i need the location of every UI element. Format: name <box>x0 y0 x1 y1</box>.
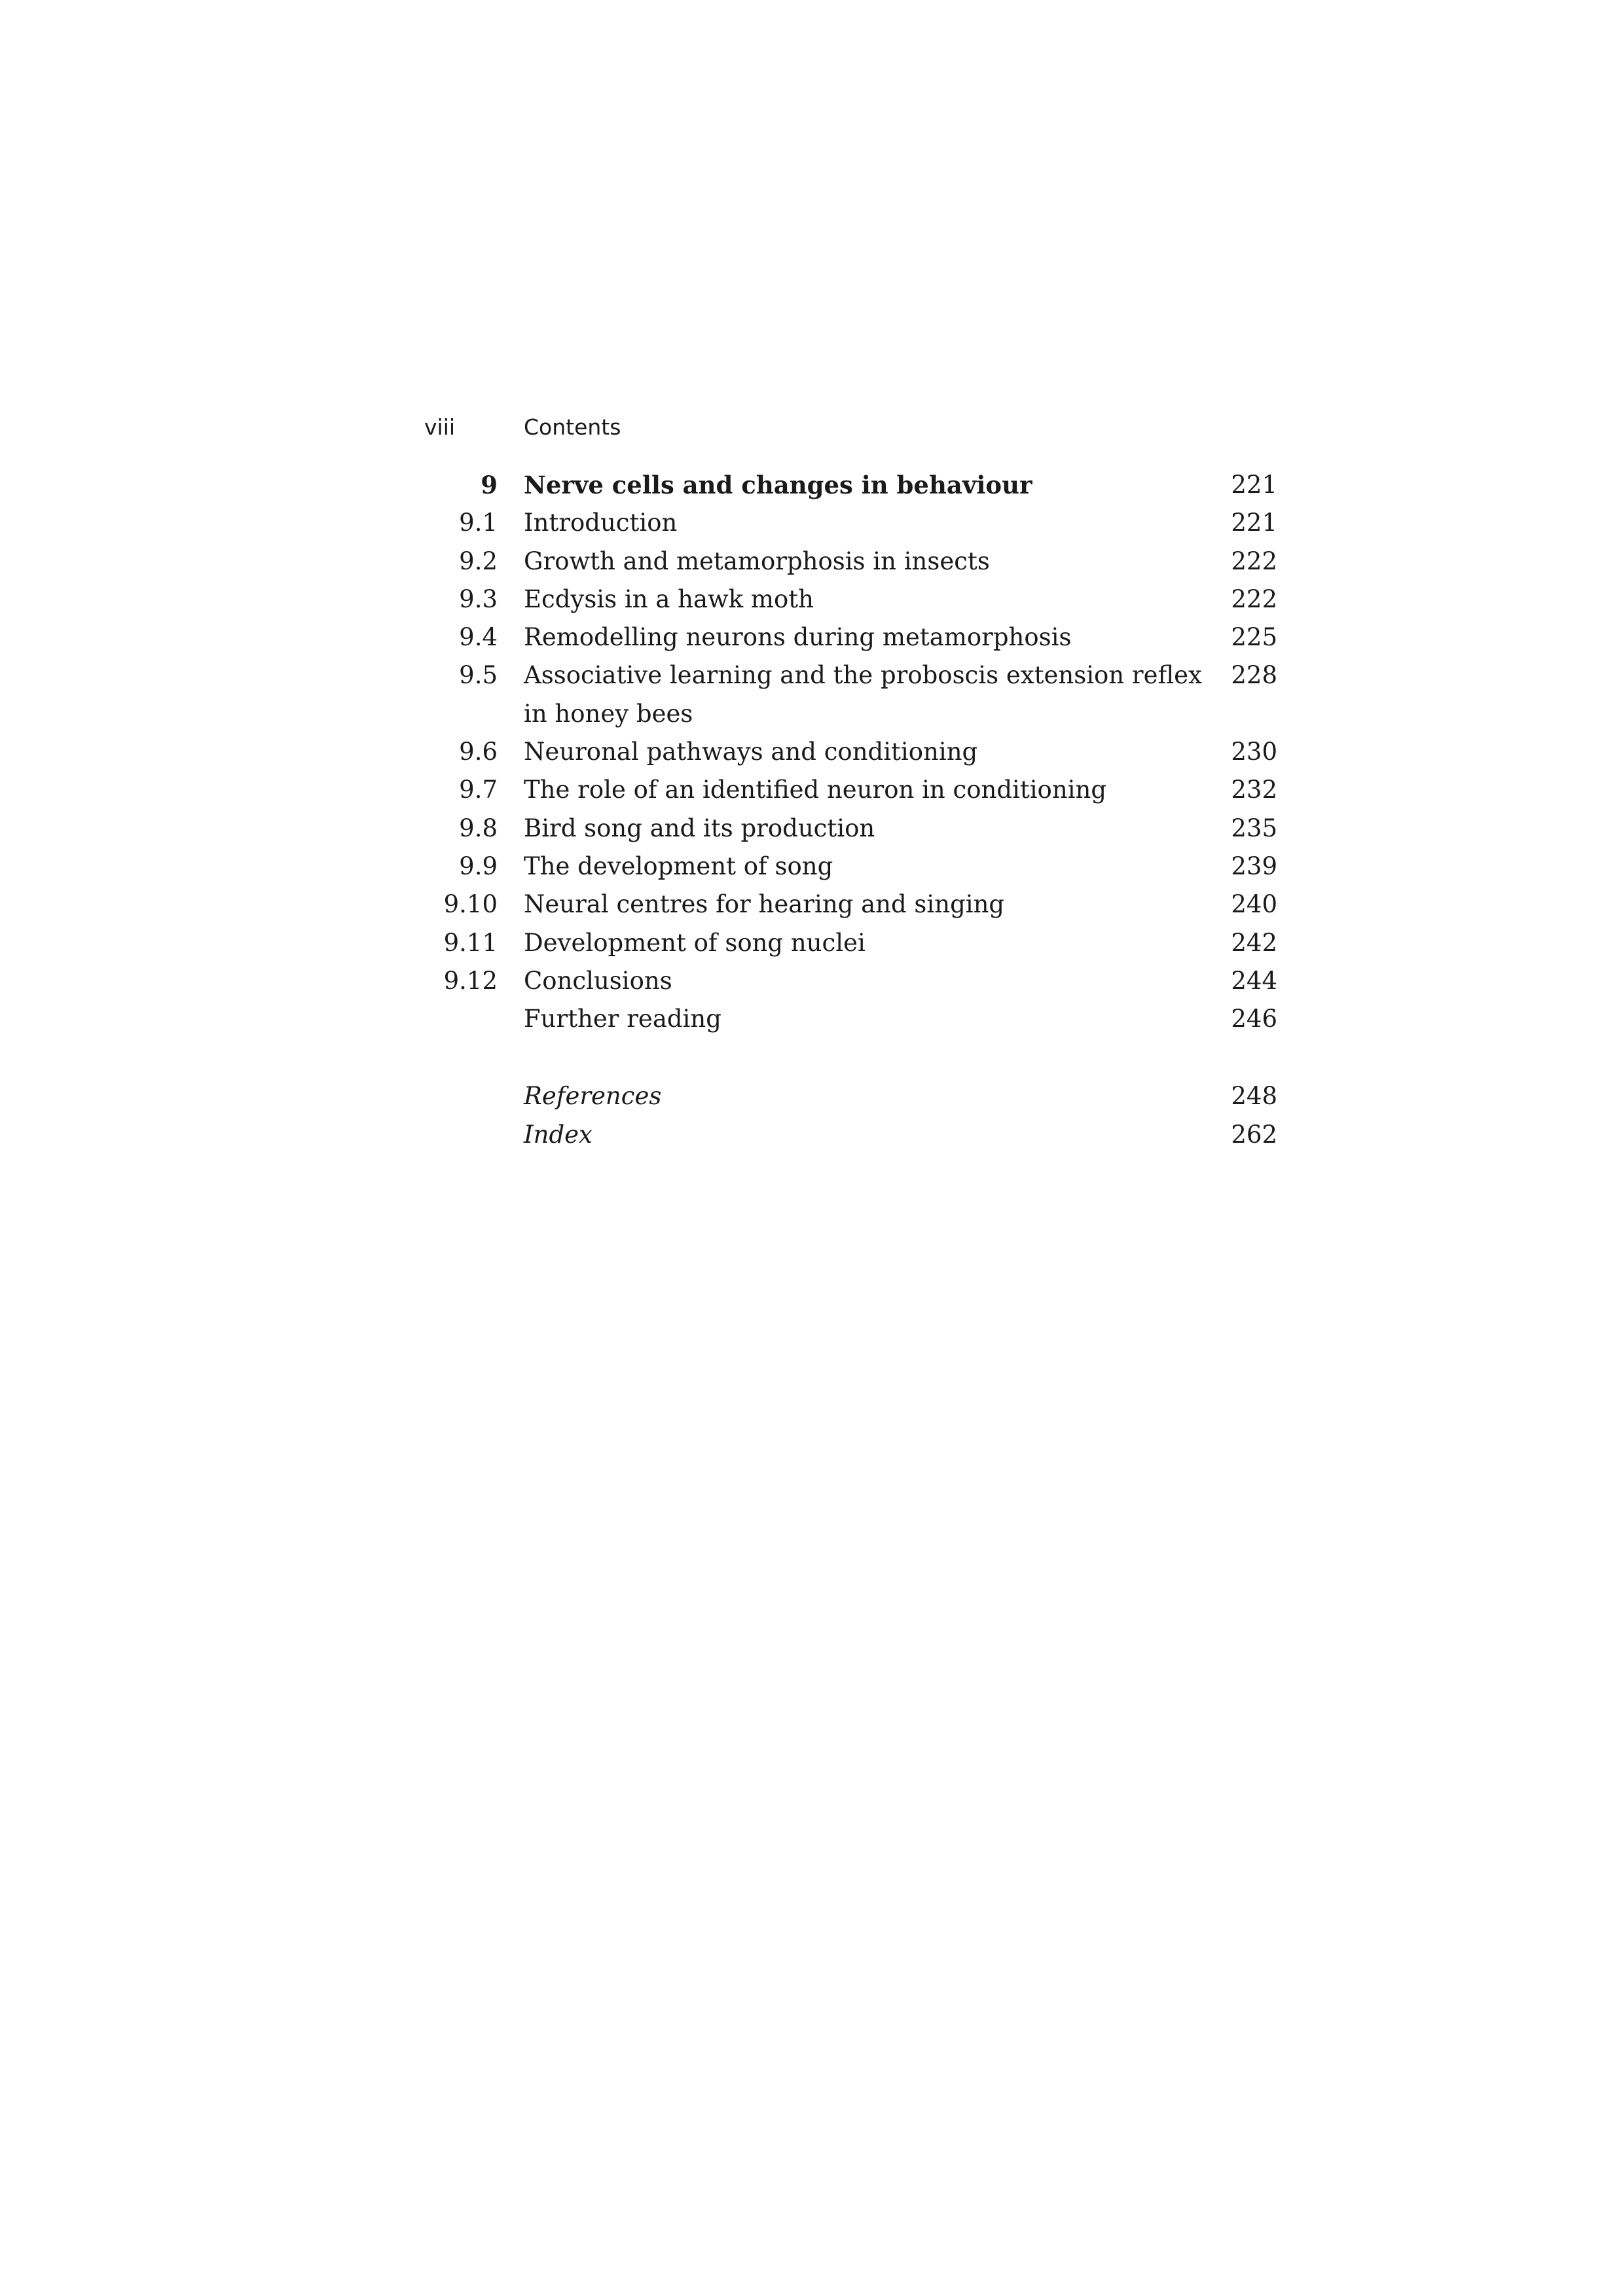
chapter-page: 221 <box>1231 471 1277 499</box>
section-number: 9.10 <box>443 890 498 919</box>
toc-entry[interactable] <box>0 619 1623 656</box>
section-title: Neuronal pathways and conditioning <box>524 738 978 766</box>
section-number: 9.8 <box>459 814 498 842</box>
section-number: 9.2 <box>459 547 498 575</box>
toc-entry[interactable] <box>0 656 1623 733</box>
toc-entry[interactable] <box>0 924 1623 962</box>
section-number: 9.3 <box>459 584 498 613</box>
section-page: 221 <box>1231 509 1277 537</box>
chapter-title: Nerve cells and changes in behaviour <box>524 471 1032 499</box>
toc-entry[interactable] <box>0 771 1623 809</box>
toc-entry[interactable] <box>0 581 1623 619</box>
section-page: 225 <box>1231 623 1277 652</box>
section-number: 9.1 <box>459 509 498 537</box>
section-number: 9.4 <box>459 623 498 652</box>
toc-entry[interactable] <box>0 733 1623 771</box>
section-number: 9.7 <box>459 776 498 804</box>
chapter-number: 9 <box>481 471 498 499</box>
toc-entry-references[interactable] <box>0 1077 1623 1115</box>
toc-entry[interactable] <box>0 543 1623 581</box>
toc-entry[interactable] <box>0 810 1623 848</box>
section-number: 9.11 <box>443 928 498 957</box>
section-title: Development of song nuclei <box>524 928 866 957</box>
section-title: Growth and metamorphosis in insects <box>524 547 990 575</box>
section-page: 239 <box>1231 852 1277 880</box>
section-page: 235 <box>1231 814 1277 842</box>
section-title: Introduction <box>524 509 678 537</box>
section-title: Associative learning and the proboscis extension reflex in honey bees <box>524 661 1202 728</box>
section-page: 228 <box>1231 661 1277 690</box>
section-title: Conclusions <box>524 966 672 995</box>
back-matter-title: References <box>524 1082 662 1111</box>
toc-entry[interactable] <box>0 886 1623 924</box>
section-title: The development of song <box>524 852 833 880</box>
page-folio: viii <box>424 414 456 440</box>
section-number: 9.5 <box>459 661 498 690</box>
section-page: 222 <box>1231 547 1277 575</box>
toc-entry-index[interactable] <box>0 1116 1623 1154</box>
section-title: Neural centres for hearing and singing <box>524 890 1005 919</box>
section-number: 9.9 <box>459 852 498 880</box>
section-page: 222 <box>1231 584 1277 613</box>
section-page: 246 <box>1231 1005 1277 1033</box>
toc-spacer <box>0 1038 1623 1077</box>
section-number: 9.12 <box>443 966 498 995</box>
back-matter-page: 248 <box>1231 1082 1277 1111</box>
section-page: 244 <box>1231 966 1277 995</box>
section-title: Ecdysis in a hawk moth <box>524 584 814 613</box>
toc-chapter-entry[interactable] <box>0 466 1623 504</box>
section-title: Further reading <box>524 1005 721 1033</box>
section-page: 242 <box>1231 928 1277 957</box>
section-page: 232 <box>1231 776 1277 804</box>
toc-entry[interactable] <box>0 504 1623 542</box>
section-page: 240 <box>1231 890 1277 919</box>
section-title: Bird song and its production <box>524 814 875 842</box>
section-number: 9.6 <box>459 738 498 766</box>
running-head-title: Contents <box>524 414 621 440</box>
section-page: 230 <box>1231 738 1277 766</box>
table-of-contents <box>0 466 1623 1154</box>
toc-entry[interactable] <box>0 962 1623 1000</box>
toc-entry[interactable] <box>0 848 1623 886</box>
back-matter-page: 262 <box>1231 1120 1277 1149</box>
running-head <box>0 411 1623 444</box>
toc-entry-further-reading[interactable] <box>0 1000 1623 1038</box>
back-matter-title: Index <box>524 1120 593 1149</box>
section-title: The role of an identified neuron in conditioning <box>524 776 1107 804</box>
section-title: Remodelling neurons during metamorphosis <box>524 623 1072 652</box>
